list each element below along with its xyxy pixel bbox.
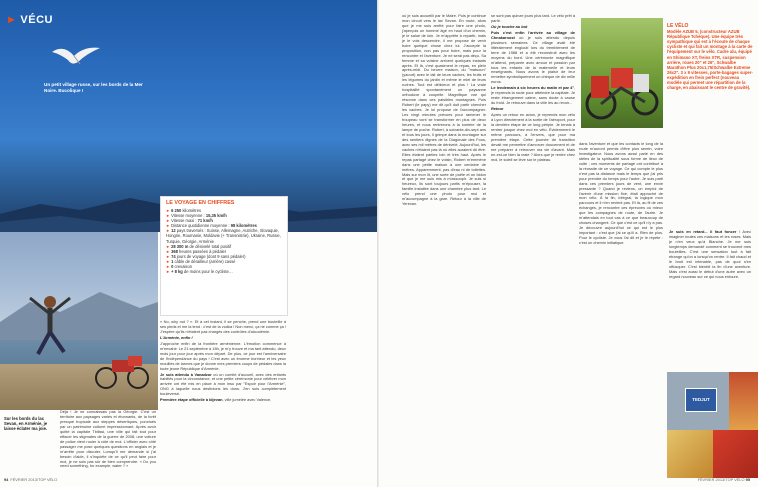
- road-sign-plate: [685, 388, 717, 412]
- seagull-icon: [50, 42, 102, 70]
- paragraph-text: ! Avec imaginer toutes ces maisons et les roses. Mais je n'en veux qu'à Blanche. Je me suis longtemps demandé comment se trouvent mes bouteilles. C'est une sensation tout à fait étrange qu'on a lorsqu'on rentre. Il fait chaud et le bruit est intenable, pas de quoi s'en offusquer. C'est bientôt la fin d'une aventure. Mais c'est aussi le début d'une autre avec un regard nouveau sur ce qui nous entoure.: [669, 230, 751, 279]
- stat-value: 368: [171, 248, 178, 254]
- photo-road-sign: [667, 372, 729, 430]
- loaded-bike-figure: [92, 350, 152, 390]
- bullet-arrow-icon: ►: [166, 223, 171, 229]
- stat-value: 98 kilomètres: [230, 223, 257, 229]
- jumping-cyclist-figure: [20, 292, 80, 362]
- lead-in: Première étape officielle à Idjevan: [160, 397, 223, 403]
- text-column-1: [60, 410, 156, 472]
- paragraph: [491, 31, 575, 85]
- folio-text: FÉVRIER 2013/TOP VÉLO: [697, 477, 745, 482]
- stat-text: pays traversés : Suisse, Allemagne, Autriche, Slovaquie, Hongrie, Roumanie, Moldavie (+ Transnistrie), Ukraine, Russie, Turquie, Géorgie, Arménie: [166, 228, 281, 244]
- bullet-arrow-icon: ►: [166, 243, 171, 249]
- bullet-arrow-icon: ►: [166, 248, 171, 254]
- bike-caption-title: LE VÉLO: [667, 23, 689, 29]
- page-number: 95: [745, 477, 750, 482]
- stat-text: kilomètres: [181, 208, 202, 213]
- folio-left: [4, 477, 57, 482]
- paragraph: dans l'aventure et que les contacts le long de la route m'auront permis d'être plus serein, voire investigateur. Nous avons aussi parlé en des stèles de la spiritualité sous forme de lieux de culte ; ces moments de partage ont contribué à la réussite de ce voyage. Ce qui compte le plus n'est pas la distance mais le temps que j'ai pris pour prendre du temps pour l'autre. Je suis parti dans ces premiers jours de vent, une envie pressante ? Quand je reviens, un emploi de l'avenir d'une mission fixe, était approché de mon vélo. À la fin, intégral, la logique mon parcours et il n'en revient pas. Et là, au fil de ces échanges, je rencontre ces épreuves où mieux que les compagnes de route, de l'autre. Je m'attendais en tout cas à ce que beaucoup de choses changent. Ce que c'est ce qu'il n'y a pas. Je découvre aujourd'hui ce qui est le plus important : c'est que j'ai ce qu'il a. Rien de plus. Pour le cycliste. Je vous l'ai dit et je le répète : c'est un chemin initiatique.: [579, 142, 663, 246]
- stats-title: LE VOYAGE EN CHIFFRES: [166, 200, 235, 206]
- paragraph: Déjà ! Je ne connaissais pas la Géorgie. C'est un territoire aux paysages variés et étonnants, de la forêt presque tropicale aux steppes désertiques, ponctués par un patrimoine culturel impressionnant. Après avoir quitté la capitale Tbilissi, une ville qui fait tout pour effacer les stigmates de la guerre de 2008, une voiture de police vient rouler à côté de moi. L'officier avec côté passager me pose quelques questions en anglais et je m'arrête pour discuter. Lorsqu'il me demande si j'ai besoin d'aide, il s'inquiète de ce qu'il peut faire pour moi, je ne suis pas sûr de bien comprendre. « Do you need something, for example, water ? »: [60, 410, 156, 469]
- stat-text: crevaison: [173, 264, 193, 270]
- photo-recumbent-bike: [581, 18, 663, 128]
- photo-teacup: [729, 372, 758, 430]
- paragraph: [160, 398, 286, 403]
- page-number: 94: [4, 477, 9, 482]
- text-column-r4: [669, 230, 751, 368]
- stat-value: 28 300 m: [171, 243, 189, 249]
- text-column-r3: [579, 142, 663, 474]
- lead-in: Je suis en retard... il faut foncer: [669, 230, 737, 234]
- stats-box: [160, 196, 288, 316]
- stat-line: [166, 228, 282, 243]
- hero-caption: Un petit village russe, sur les bords de la Mer Noire. Bucolique !: [44, 82, 143, 93]
- stat-line: [166, 269, 282, 274]
- subheading: L'Arménie, enfin !: [160, 334, 193, 340]
- stat-value: + 8 kg: [171, 269, 183, 275]
- road-sign-text: TEDJUT: [692, 397, 710, 402]
- bullet-arrow-icon: ►: [166, 253, 171, 259]
- stat-text: heures passées à pédaler: [177, 248, 227, 254]
- paragraph-text: où un comité d'accueil, avec des enfants habillés pour la circonstance, et une petite cérémonie pour célébrer mon arrivée ont été mis en place à mon insu par "Espoir pour l'Arménie", ONG à laquelle nous destinions les dons. J'en suis complètement bouleversé.: [160, 371, 286, 397]
- right-page: [379, 0, 758, 487]
- section-label: VÉCU: [20, 14, 53, 26]
- text-column-r2: [491, 14, 575, 474]
- stat-value: 15,35 km/h: [205, 213, 227, 219]
- paragraph: se sont pas quinze jours plus tard. Le vélo prêt à partir.: [491, 14, 575, 23]
- stat-text: Distance quotidienne moyenne :: [171, 223, 231, 229]
- bullet-arrow-icon: ►: [166, 264, 171, 270]
- paragraph: où je suis accueilli par le Maire. Puis je continue mon circuit vers le lac Sevan. En route, alors que je me suis arrêté pour faire une photo, j'aperçois un homme âgé en haut d'un chemin, je le salue de loin. Je m'apprête à repartir, mais je le vois descendre, il me propose de venir boire quelque chose chez lui. J'accepte la proposition, non pas pour boire, mais pour la rencontre et l'aventure. Je ne serai pas déçu. Sa femme et sa voisine arrivent quelques instants après. Et là, c'est quasiment le repas, en plein après-midi. Du beurre maison, du "matsoun" (yaourt) avec le lait de leurs vaches, les fruits et les légumes du jardin et même le miel de leurs ruches. Tout est délicieux et plus ! La vraie hospitalité spontanément un paysanne orthodoxe à coupelle. Magnifique vue qui résonne dans ces paisibles montagnes. Puis Robert (le papy) me dit qu'il doit partir chercher les vaches. Je lui propose de l'accompagner. Les vingt minutes prévues pour ramener le troupeau vont se transformer en plus de deux heures, et nous rentrerons à la lumière de la lampe de poche. Robert, à soixante-dix-sept ans et tous les jours, il grimpe dans la montagne sur des sentiers dignes de la Diagonale des Fous, avec ses mil mètres de dénivelé. Aujourd'hui, les vaches n'étaient pas là où elles auraient dû être. Elles étaient parties loin et très haut. Après le repas partagé chez le voisin, Robert m'emmène dans une petite maison à une centaine de mètres. Apparemment, pas d'eau ni de toilettes. Mais sur mon lit, une sorte de poêle et un bidon et que je me suis mis à m'assoupir. Je suis si heureux, ils sont toujours partis m'épouser, la famille installée dans une chambre plus tard. Le vélo prend une photo pour moi et m'accompagne à la gare. Retour à la ville de Yerevan.: [402, 14, 486, 207]
- stat-text: Vitesse moyenne :: [171, 213, 206, 219]
- lead-in: Puis c'est enfin l'arrivée au village de Chnakarnost: [491, 29, 575, 40]
- stat-text: Vitesse maxi :: [171, 218, 198, 224]
- bike-caption: [667, 24, 753, 90]
- bullet-arrow-icon: ►: [166, 258, 171, 264]
- bullet-arrow-icon: ►: [166, 218, 171, 224]
- bullet-arrow-icon: ►: [166, 269, 171, 275]
- stat-value: 71 km/h: [197, 218, 213, 224]
- subheading: Retour: [491, 106, 504, 112]
- photo-fruit: [713, 430, 758, 478]
- lead-in: Le lendemain à six heures du matin et par 4°: [491, 85, 574, 91]
- paragraph: « No, why not ? ». Et à cet instant, il se penche, prend une bouteille à ses pieds et me la tend : c'est de la vodka ! Non merci, ça ne comme ça ! J'espère qu'ils n'étaient pas chargés des contrôles d'alcoolémie.: [160, 320, 286, 334]
- stat-text: de moins pour le cycliste…: [182, 269, 233, 275]
- stat-value: 12: [171, 228, 176, 234]
- stat-text: de dénivelé total positif: [188, 243, 232, 249]
- paragraph-text: , ville jumelée avec Valence,: [222, 397, 272, 403]
- lead-in: Je suis attendu à Vanadzor: [160, 371, 212, 377]
- bullet-arrow-icon: ►: [166, 213, 171, 219]
- section-flag: [6, 14, 53, 26]
- paragraph: [491, 86, 575, 106]
- subheading: Où je touche au but: [491, 23, 528, 29]
- bullet-arrow-icon: ►: [166, 208, 171, 213]
- bike-caption-text: Modèle AZUB 5, (constructeur AZUB République Tchèque). Une équipe très sympathique qui est à l'écoute de chaque cycliste et qui fait un montage à la carte de l'équipement sur le vélo. Cadre alu, équipé en Shimano XT, freins XTR, suspension arrière, roues 20" et 26", Schwalbe Marathon Plus 20x1,75/Schwalbe Extreme 26x2". 3 x 9 vitesses, porte-bagages super-expédition en frein perfect (nouveau modèle qui permet une répartition de la charge, en abaissant le centre de gravité).: [667, 29, 753, 91]
- folio-right: [698, 477, 752, 482]
- paragraph-text: , je reprends la route pour atteindre la capitale. Je reste étrangement calme, sans doute à cause du froid. Je retrouve dans la ville les au revoir...: [491, 85, 575, 106]
- photo-lake-sevan: [0, 232, 158, 410]
- stat-value: 6 250: [171, 208, 182, 213]
- folio-text: FÉVRIER 2013/TOP VÉLO: [10, 477, 58, 482]
- text-column-r1: [402, 14, 486, 474]
- stat-value: 0: [171, 264, 174, 270]
- paragraph: [160, 373, 286, 398]
- arrow-icon: ►: [6, 14, 18, 26]
- paragraph-text: où je suis attendu depuis plusieurs semaines. Ce village avait été littéralement englouti lors du tremblement de terre de 1988 et a été reconstruit avec les moyens du bord. Une cérémonie magnifique m'attend, préparée avec amour et passion par tous les enfants de la maternelle et leurs enseignants. Nous avons le plaisir de leur remettre symboliquement un chèque de dix mille euros.: [491, 34, 575, 85]
- stats-list: [166, 208, 282, 274]
- photo-food: [667, 430, 713, 478]
- stat-text: câble de dérailleur (arrière) cassé: [173, 258, 236, 264]
- text-column-2: [160, 320, 286, 472]
- stat-value: 74: [171, 253, 176, 259]
- photo-collage: [667, 372, 758, 478]
- recumbent-bike-figure: [581, 18, 663, 128]
- bullet-arrow-icon: ►: [166, 228, 171, 234]
- paragraph: [669, 230, 751, 280]
- paragraph: J'approche enfin de la frontière arménienne. L'émotion commence à m'envahir. Le 21 septembre à 18h, je m'y trouve et ma tant attendu, deux mois jour pour jour après mon départ. De plus, ce jour est l'anniversaire de l'indépendance du pays ! C'est avec un énorme bonheur et les yeux mouillés de larmes que je donne mes premiers coups de pédales dans la toute jeune République d'Arménie.: [160, 340, 286, 371]
- paragraph: Après un retour en avion, je reprends mon vélo à Lyon directement à la sortie de l'aéroport, pour la dernière étape de ce long périple. Je tenais à rentrer jusque chez moi en vélo. Évidemment le même parcours, à l'envers, que pour ma première étape. Cette journée de transition devait me permettre d'amorcer doucement et de me préparer à retrouver ma vie d'avant. Mais en-est-ce bien la vraie ? Alors que je rentre chez moi, le soleil se lève sur le plateau.: [491, 112, 575, 162]
- stat-value: 1: [171, 258, 174, 264]
- photo-caption: Sur les bords du lac Sevan, en Arménie, je laisse éclater ma joie.: [4, 416, 48, 431]
- stat-text: jours de voyage (dont 9 sans pédaler): [175, 253, 246, 259]
